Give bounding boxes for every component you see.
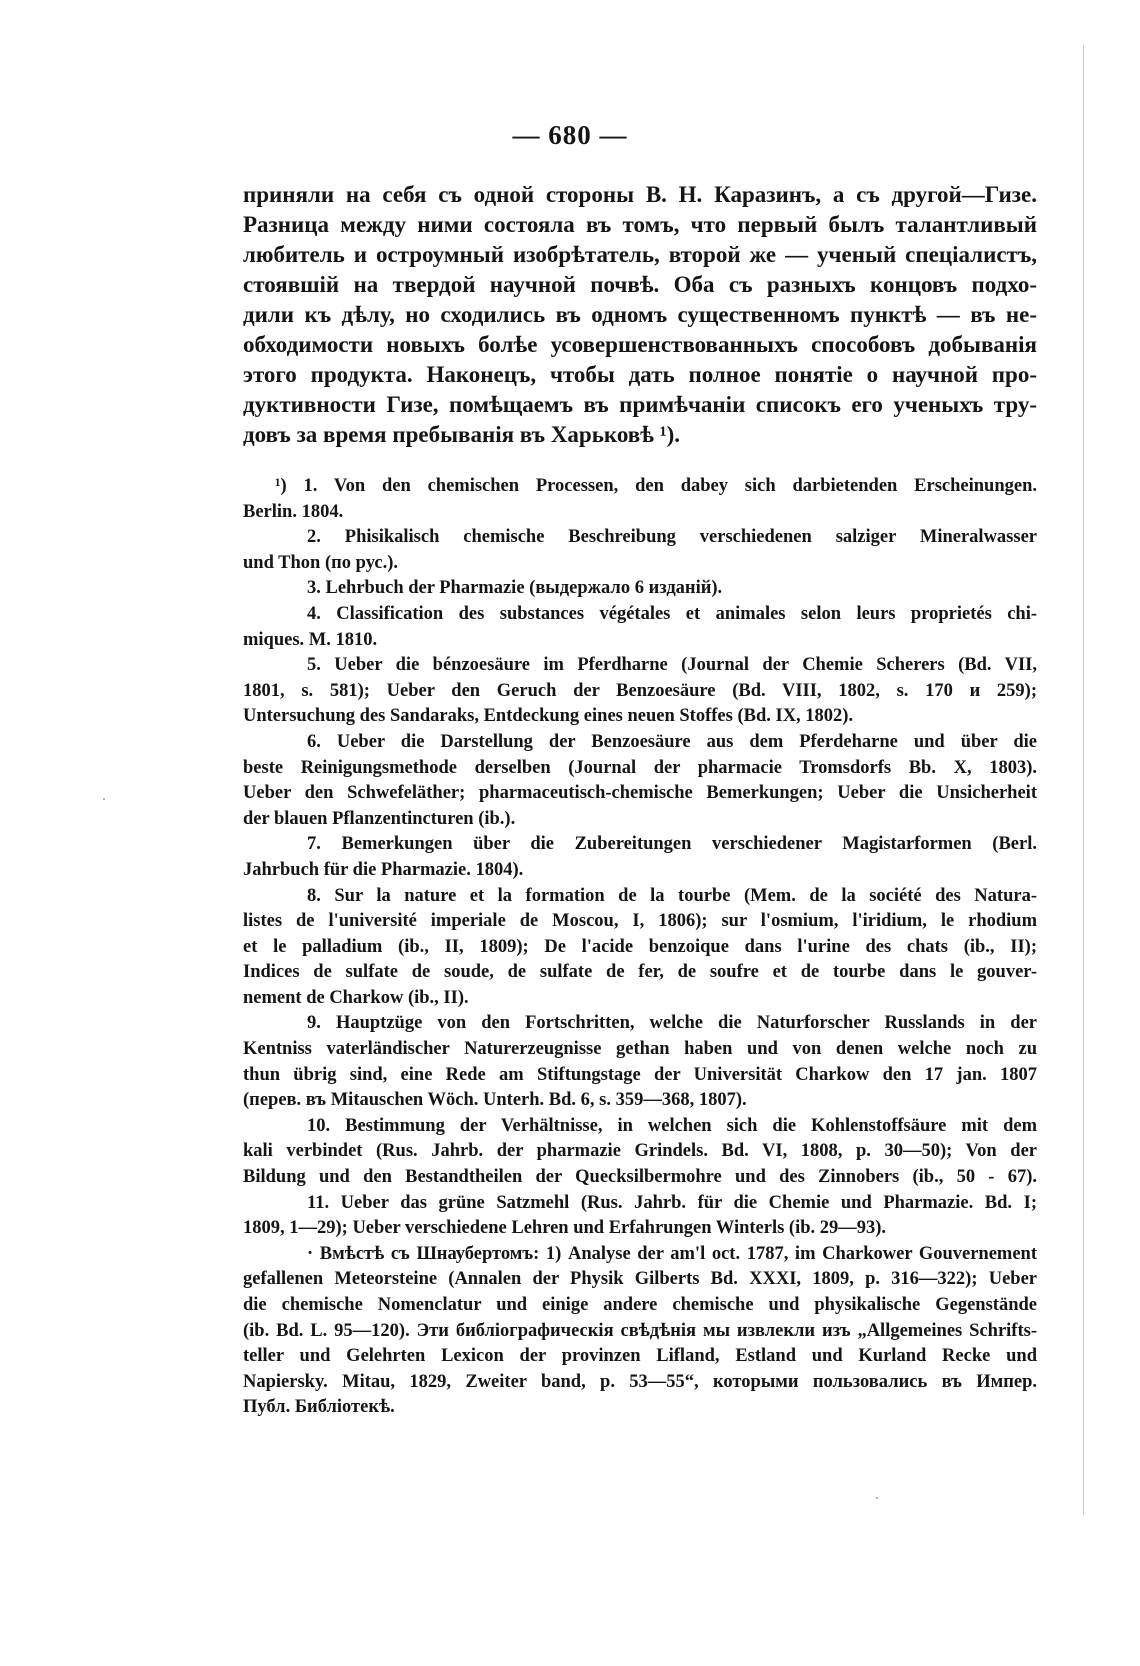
footnote-line: thun übrig sind, eine Rede am Stiftungstage der Universität Charkow den 17 jan. 1807 <box>243 1064 1037 1085</box>
footnote-block <box>243 474 1037 1421</box>
footnote-line: Kentniss vaterländischer Naturerzeugnisse gethan haben und von denen welche noch zu <box>243 1039 1037 1060</box>
footnote-line: 6. Ueber die Darstellung der Benzoesäure aus dem Pferdeharne und über die <box>307 731 1037 752</box>
footnote-line: listes de l'université imperiale de Moscou, I, 1806); sur l'osmium, l'iridium, le rhodium <box>243 911 1037 932</box>
text-line: приняли на себя съ одной стороны В. Н. Каразинъ, а съ другой—Гизе. <box>243 182 1037 207</box>
text-line: стоявшій на твердой научной почвѣ. Оба съ разныхъ концовъ подхо- <box>243 272 1037 297</box>
footnote-line: Bildung und den Bestandtheilen der Quecksilbermohre und des Zinnobers (ib., 50 - 67). <box>243 1167 1037 1188</box>
page-number: — 680 — <box>512 120 628 150</box>
footnote-line: Untersuchung des Sandaraks, Entdeckung eines neuen Stoffes (Bd. IX, 1802). <box>243 706 854 727</box>
text-line: довъ за время пребыванія въ Харьковѣ ¹). <box>243 422 681 447</box>
scan-edge-line <box>1083 45 1084 1515</box>
footnote-line: der blauen Pflanzentincturen (ib.). <box>243 808 516 829</box>
footnote-line: beste Reinigungsmethode derselben (Journal der pharmacie Tromsdorfs Bb. X, 1803). <box>243 757 1037 778</box>
footnote-line: Публ. Библіотекѣ. <box>243 1397 395 1418</box>
footnote-line: 9. Hauptzüge von den Fortschritten, welche die Naturforscher Russlands in der <box>307 1013 1037 1034</box>
footnote-line: (ib. Bd. L. 95—120). Эти библіографическія свѣдѣнія мы извлекли изъ „Allgemeines Schrifts- <box>243 1320 1037 1341</box>
footnote-line: 3. Lehrbuch der Pharmazie (выдержало 6 изданій). <box>307 578 723 599</box>
footnote-line: kali verbindet (Rus. Jahrb. der pharmazie Grindels. Bd. VI, 1808, p. 30—50); Von der <box>243 1141 1037 1162</box>
text-line: обходимости новыхъ болѣе усовершенствованныхъ способовъ добыванія <box>243 332 1037 357</box>
text-line: дуктивности Гизе, помѣщаемъ въ примѣчаніи списокъ его ученыхъ тру- <box>243 392 1037 417</box>
footnote-line: gefallenen Meteorsteine (Annalen der Physik Gilberts Bd. XXXI, 1809, p. 316—322); Ueber <box>243 1269 1037 1290</box>
scan-speck <box>876 1497 878 1499</box>
text-line: дили къ дѣлу, но сходились въ одномъ существенномъ пунктѣ — въ не- <box>243 302 1037 327</box>
footnote-line: nement de Charkow (ib., II). <box>243 987 469 1008</box>
footnote-line: ¹) 1. Von den chemischen Processen, den dabey sich darbietenden Erscheinungen. <box>275 476 1037 496</box>
text-line: этого продукта. Наконецъ, чтобы дать полное понятіе о научной про- <box>243 362 1037 387</box>
text-line: Разница между ними состояла въ томъ, что первый былъ талантливый <box>243 212 1037 237</box>
footnote-line: · Вмѣстѣ съ Шнаубертомъ: 1) Analyse der am'l oct. 1787, im Charkower Gouvernement <box>307 1243 1037 1264</box>
footnote-line: Indices de sulfate de soude, de sulfate de fer, de soufre et de tourbe dans le gouver- <box>243 962 1037 983</box>
footnote-line: Berlin. 1804. <box>243 501 344 522</box>
footnote-line: 10. Bestimmung der Verhältnisse, in welchen sich die Kohlenstoffsäure mit dem <box>307 1115 1037 1136</box>
footnote-line: 1801, s. 581); Ueber den Geruch der Benzoesäure (Bd. VIII, 1802, s. 170 и 259); <box>243 680 1037 701</box>
footnote-line: Jahrbuch für die Pharmazie. 1804). <box>243 859 524 880</box>
footnote-line: 1809, 1—29); Ueber verschiedene Lehren und Erfahrungen Winterls (ib. 29—93). <box>243 1218 887 1239</box>
footnote-line: Napiersky. Mitau, 1829, Zweiter band, p. 53—55“, которыми пользовались въ Импер. <box>243 1371 1037 1392</box>
footnote-line: et le palladium (ib., II, 1809); De l'acide benzoique dans l'urine des chats (ib., II); <box>243 936 1037 957</box>
footnote-line: Ueber den Schwefeläther; pharmaceutisch-chemische Bemerkungen; Ueber die Unsicherheit <box>243 783 1037 804</box>
main-paragraph <box>243 180 1037 450</box>
footnote-line: 11. Ueber das grüne Satzmehl (Rus. Jahrb. für die Chemie und Pharmazie. Bd. I; <box>307 1192 1037 1213</box>
footnote-line: 7. Bemerkungen über die Zubereitungen verschiedener Magistarformen (Berl. <box>307 834 1037 855</box>
footnote-line: miques. M. 1810. <box>243 629 378 650</box>
footnote-line: die chemische Nomenclatur und einige andere chemische und physikalische Gegenstände <box>243 1295 1037 1315</box>
footnote-line: 4. Classification des substances végétales et animales selon leurs proprietés chi- <box>307 603 1037 624</box>
footnote-line: und Thon (по рус.). <box>243 552 398 573</box>
footnote-line: (перев. въ Mitauschen Wöch. Unterh. Bd. 6, s. 359—368, 1807). <box>243 1090 747 1111</box>
scan-speck <box>103 798 105 800</box>
footnote-line: teller und Gelehrten Lexicon der provinzen Lifland, Estland und Kurland Recke und <box>243 1346 1037 1367</box>
text-line: любитель и остроумный изобрѣтатель, второй же — ученый спеціалистъ, <box>243 242 1037 267</box>
footnote-line: 5. Ueber die bénzoesäure im Pferdharne (Journal der Chemie Scherers (Bd. VII, <box>307 655 1037 676</box>
footnote-line: 2. Phisikalisch chemische Beschreibung verschiedenen salziger Mineralwasser <box>307 527 1037 548</box>
footnote-line: 8. Sur la nature et la formation de la tourbe (Mem. de la société des Natura- <box>307 885 1037 906</box>
